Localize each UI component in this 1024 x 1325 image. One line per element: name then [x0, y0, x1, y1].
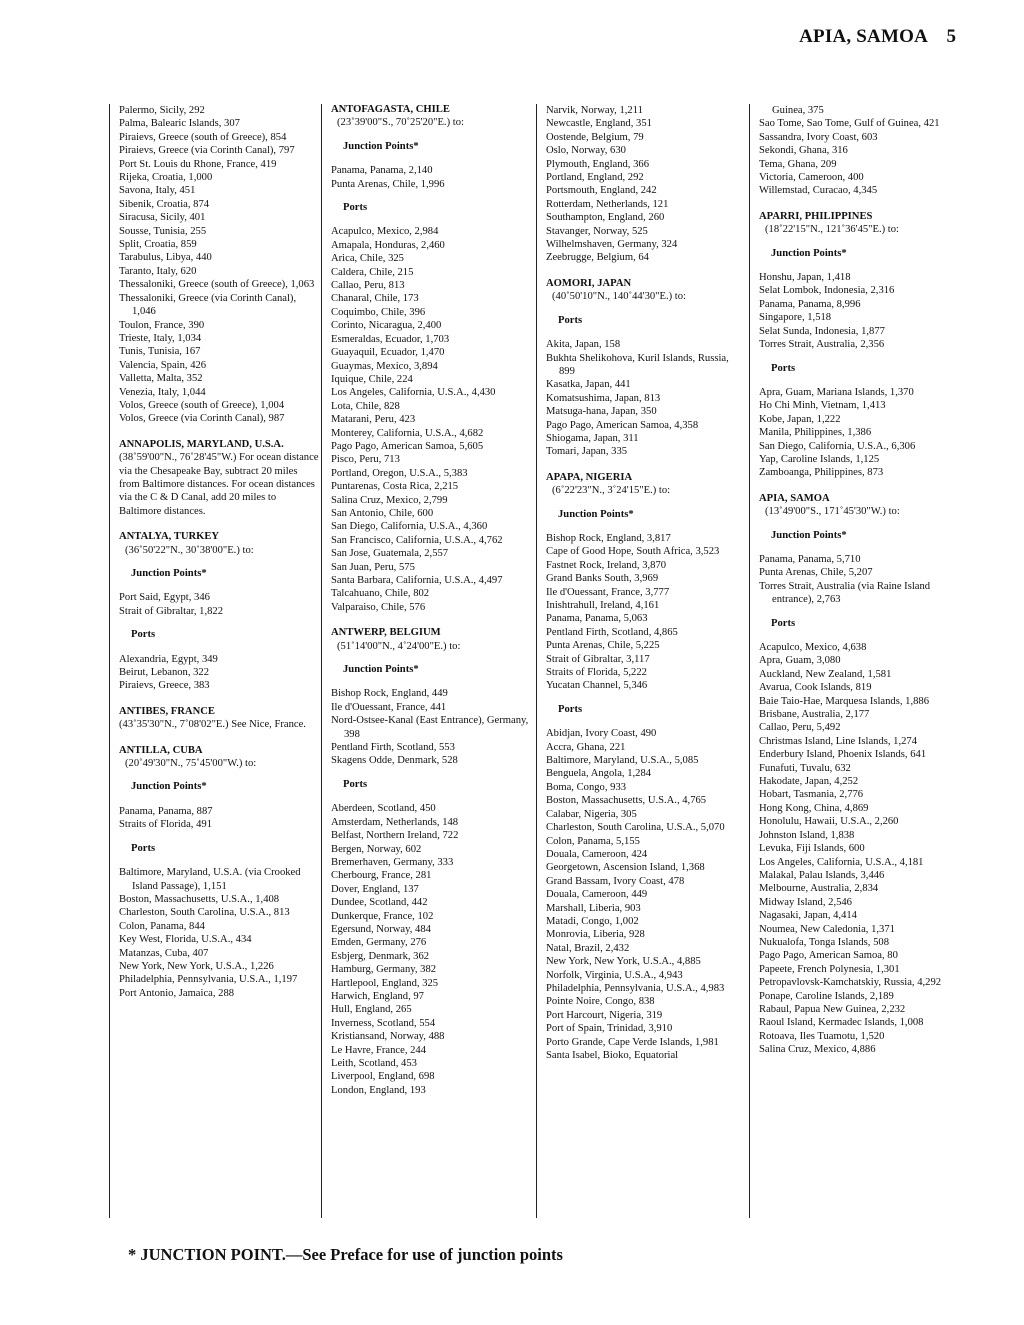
subsection-heading: Ports [771, 362, 796, 374]
port-distance-entry: San Antonio, Chile, 600 [331, 507, 434, 519]
port-distance-entry: Torres Strait, Australia (via Raine Island entrance), 2,763 [759, 580, 931, 606]
port-distance-entry: Panama, Panama, 5,710 [759, 553, 861, 565]
port-distance-entry: Venezia, Italy, 1,044 [119, 386, 206, 398]
port-distance-entry: Leith, Scotland, 453 [331, 1058, 417, 1069]
port-distance-entry: Hong Kong, China, 4,869 [759, 802, 869, 814]
port-coordinates: (23˚39'00"S., 70˚25'20"E.) to: [337, 117, 464, 129]
port-distance-entry: Guaymas, Mexico, 3,894 [331, 360, 438, 372]
port-distance-entry: Port Antonio, Jamaica, 288 [119, 987, 235, 999]
port-distance-entry: Los Angeles, California, U.S.A., 4,181 [759, 856, 924, 868]
port-heading: ANTALYA, TURKEY [119, 531, 220, 543]
port-distance-entry: Split, Croatia, 859 [119, 239, 197, 251]
port-distance-entry: Thessaloniki, Greece (south of Greece), 1,063 [119, 279, 315, 291]
port-distance-entry: Matadi, Congo, 1,002 [546, 915, 639, 927]
port-distance-entry: San Francisco, California, U.S.A., 4,762 [331, 534, 503, 546]
port-distance-entry: Panama, Panama, 2,140 [331, 165, 433, 177]
port-distance-entry: Wilhelmshaven, Germany, 324 [546, 239, 678, 251]
port-distance-entry: Grand Banks South, 3,969 [546, 573, 659, 585]
port-distance-entry: Port Harcourt, Nigeria, 319 [546, 1009, 663, 1021]
port-coordinates: (36˚50'22"N., 30˚38'00"E.) to: [125, 544, 254, 556]
port-coordinates: (40˚50'10"N., 140˚44'30"E.) to: [552, 291, 686, 303]
port-distance-entry: Arica, Chile, 325 [331, 253, 404, 265]
port-distance-entry: Shiogama, Japan, 311 [546, 432, 639, 444]
port-distance-entry: Pago Pago, American Samoa, 80 [759, 950, 898, 962]
port-distance-entry: Liverpool, England, 698 [331, 1071, 435, 1083]
port-distance-entry: Portland, Oregon, U.S.A., 5,383 [331, 467, 468, 479]
port-heading: ANNAPOLIS, MARYLAND, U.S.A. [119, 438, 284, 450]
port-distance-entry: Harwich, England, 97 [331, 990, 424, 1002]
port-distance-entry: Ho Chi Minh, Vietnam, 1,413 [759, 400, 886, 412]
port-distance-entry: Fastnet Rock, Ireland, 3,870 [546, 559, 667, 571]
port-distance-entry: Pisco, Peru, 713 [331, 454, 400, 466]
text-column-1 [109, 104, 319, 1218]
port-distance-entry: San Juan, Peru, 575 [331, 561, 415, 573]
port-distance-entry: Raoul Island, Kermadec Islands, 1,008 [759, 1017, 924, 1029]
port-distance-entry: Acapulco, Mexico, 4,638 [759, 642, 867, 653]
port-distance-entry: Matanzas, Cuba, 407 [119, 947, 209, 959]
port-distance-entry: Rotoava, Iles Tuamotu, 1,520 [759, 1030, 885, 1042]
port-distance-entry: Boston, Massachusetts, U.S.A., 4,765 [546, 795, 707, 807]
port-heading: APARRI, PHILIPPINES [759, 210, 873, 222]
port-distance-entry: Trieste, Italy, 1,034 [119, 332, 202, 344]
port-distance-entry: Hull, England, 265 [331, 1004, 412, 1016]
port-distance-entry: Rabaul, Papua New Guinea, 2,232 [759, 1003, 906, 1015]
port-distance-entry: Matarani, Peru, 423 [331, 414, 416, 426]
port-distance-entry: Port St. Louis du Rhone, France, 419 [119, 158, 277, 170]
port-distance-entry: Amapala, Honduras, 2,460 [331, 239, 445, 251]
port-distance-entry: Manila, Philippines, 1,386 [759, 427, 872, 439]
port-distance-entry: Tarabulus, Libya, 440 [119, 252, 212, 264]
port-distance-entry: Hartlepool, England, 325 [331, 977, 439, 989]
port-distance-entry: Volos, Greece (south of Greece), 1,004 [119, 399, 285, 411]
port-distance-entry: Philadelphia, Pennsylvania, U.S.A., 1,197 [119, 974, 298, 986]
port-distance-entry: Belfast, Northern Ireland, 722 [331, 830, 459, 842]
subsection-heading: Ports [558, 314, 583, 326]
port-distance-entry: Puntarenas, Costa Rica, 2,215 [331, 481, 459, 493]
port-distance-entry: Selat Lombok, Indonesia, 2,316 [759, 285, 895, 297]
port-distance-entry: Inishtrahull, Ireland, 4,161 [546, 600, 660, 611]
port-distance-entry: Enderbury Island, Phoenix Islands, 641 [759, 749, 927, 761]
port-heading: APIA, SAMOA [759, 492, 830, 504]
port-distance-entry: Midway Island, 2,546 [759, 896, 852, 908]
port-distance-entry: Palermo, Sicily, 292 [119, 105, 205, 116]
port-distance-entry: Toulon, France, 390 [119, 319, 205, 331]
port-distance-entry: San Jose, Guatemala, 2,557 [331, 548, 449, 560]
port-distance-entry: Valletta, Malta, 352 [119, 373, 203, 385]
port-distance-entry: Nukualofa, Tonga Islands, 508 [759, 936, 889, 948]
port-distance-entry: Panama, Panama, 887 [119, 805, 213, 817]
text-column-4 [749, 104, 959, 1218]
port-distance-entry: Amsterdam, Netherlands, 148 [331, 816, 459, 828]
port-distance-entry: Pentland Firth, Scotland, 4,865 [546, 626, 678, 638]
port-distance-entry: Marshall, Liberia, 903 [546, 902, 641, 914]
port-heading: AOMORI, JAPAN [546, 277, 632, 289]
port-distance-entry: Bukhta Shelikohova, Kuril Islands, Russia, 899 [546, 352, 729, 377]
port-distance-entry: Port of Spain, Trinidad, 3,910 [546, 1023, 673, 1035]
subsection-heading: Ports [343, 202, 368, 214]
port-distance-entry: Egersund, Norway, 484 [331, 923, 431, 935]
port-distance-entry: Southampton, England, 260 [546, 212, 665, 224]
port-distance-entry: Ponape, Caroline Islands, 2,189 [759, 990, 894, 1002]
port-distance-entry: Valparaiso, Chile, 576 [331, 601, 426, 613]
port-distance-entry: Baltimore, Maryland, U.S.A., 5,085 [546, 755, 699, 767]
port-distance-entry: Selat Sunda, Indonesia, 1,877 [759, 325, 885, 337]
port-distance-entry: Pago Pago, American Samoa, 5,605 [331, 440, 484, 452]
port-distance-entry: Sao Tome, Sao Tome, Gulf of Guinea, 421 [759, 118, 940, 130]
port-distance-entry: Panama, Panama, 5,063 [546, 613, 648, 625]
port-coordinates: (20˚49'30"N., 75˚45'00"W.) to: [125, 758, 257, 770]
port-distance-entry: Honshu, Japan, 1,418 [759, 272, 851, 284]
subsection-heading: Junction Points* [131, 568, 207, 579]
port-distance-entry: Piraievs, Greece (via Corinth Canal), 797 [119, 145, 295, 157]
port-distance-entry: Papeete, French Polynesia, 1,301 [759, 963, 900, 975]
port-distance-entry: Iquique, Chile, 224 [331, 373, 413, 385]
port-distance-entry: Emden, Germany, 276 [331, 937, 427, 949]
port-distance-entry: Benguela, Angola, 1,284 [546, 768, 652, 780]
port-distance-entry: Savona, Italy, 451 [119, 185, 196, 197]
port-distance-entry: Plymouth, England, 366 [546, 158, 649, 170]
port-distance-entry: Singapore, 1,518 [759, 312, 832, 324]
port-distance-entry: Strait of Gibraltar, 1,822 [119, 605, 224, 617]
port-distance-entry: Kasatka, Japan, 441 [546, 379, 631, 391]
port-distance-entry: Hamburg, Germany, 382 [331, 964, 437, 976]
port-distance-entry: New York, New York, U.S.A., 1,226 [119, 960, 274, 972]
port-distance-entry: Palma, Balearic Islands, 307 [119, 118, 240, 130]
port-coordinates: (13˚49'00"S., 171˚45'30"W.) to: [765, 506, 900, 518]
port-distance-entry: Dundee, Scotland, 442 [331, 897, 428, 909]
port-distance-entry: Talcahuano, Chile, 802 [331, 588, 430, 600]
port-distance-entry: Charleston, South Carolina, U.S.A., 5,070 [546, 822, 725, 834]
port-distance-entry: Esmeraldas, Ecuador, 1,703 [331, 333, 450, 345]
port-distance-entry: Straits of Florida, 491 [119, 819, 212, 831]
port-distance-entry: Apra, Guam, 3,080 [759, 655, 841, 667]
port-distance-entry: Pentland Firth, Scotland, 553 [331, 742, 455, 754]
port-distance-entry: Honolulu, Hawaii, U.S.A., 2,260 [759, 816, 899, 828]
subsection-heading: Junction Points* [771, 247, 847, 259]
port-distance-entry: Rijeka, Croatia, 1,000 [119, 172, 213, 184]
port-distance-entry: Taranto, Italy, 620 [119, 265, 197, 277]
port-distance-entry: Port Said, Egypt, 346 [119, 592, 210, 604]
port-distance-entry: Matsuga-hana, Japan, 350 [546, 406, 657, 418]
port-distance-entry: Funafuti, Tuvalu, 632 [759, 762, 851, 774]
port-note: (43˚35'30"N., 7˚08'02"E.) See Nice, France. [119, 719, 306, 731]
port-distance-entry: Noumea, New Caledonia, 1,371 [759, 923, 895, 935]
port-distance-entry: Komatsushima, Japan, 813 [546, 392, 661, 404]
port-distance-entry: Bishop Rock, England, 3,817 [546, 532, 671, 544]
subsection-heading: Ports [131, 629, 156, 641]
port-distance-entry: Punta Arenas, Chile, 1,996 [331, 178, 445, 190]
port-distance-entry: Douala, Cameroon, 449 [546, 889, 648, 901]
port-distance-entry: Panama, Panama, 8,996 [759, 298, 861, 310]
text-column-3 [536, 104, 746, 1218]
port-distance-entry: Salina Cruz, Mexico, 4,886 [759, 1044, 876, 1056]
port-distance-entry: London, England, 193 [331, 1084, 426, 1096]
port-distance-entry: Zamboanga, Philippines, 873 [759, 467, 884, 479]
port-distance-entry: Sousse, Tunisia, 255 [119, 225, 207, 237]
port-distance-entry: Salina Cruz, Mexico, 2,799 [331, 494, 448, 506]
port-distance-entry: Newcastle, England, 351 [546, 118, 652, 130]
port-heading: ANTIBES, FRANCE [119, 705, 215, 717]
port-distance-entry: Los Angeles, California, U.S.A., 4,430 [331, 387, 496, 399]
port-distance-entry: Baie Taio-Hae, Marquesa Islands, 1,886 [759, 695, 929, 707]
port-distance-entry: Levuka, Fiji Islands, 600 [759, 843, 865, 855]
subsection-heading: Junction Points* [558, 508, 634, 520]
port-heading: ANTWERP, BELGIUM [331, 627, 441, 639]
port-distance-entry: Siracusa, Sicily, 401 [119, 212, 206, 224]
port-distance-entry: Douala, Cameroon, 424 [546, 848, 648, 860]
port-distance-entry: Monrovia, Liberia, 928 [546, 929, 645, 941]
port-distance-entry: Oostende, Belgium, 79 [546, 131, 644, 143]
port-distance-entry: Boston, Massachusetts, U.S.A., 1,408 [119, 893, 280, 905]
port-distance-entry: Bergen, Norway, 602 [331, 843, 422, 855]
subsection-heading: Ports [131, 842, 156, 854]
port-distance-entry: Baltimore, Maryland, U.S.A. (via Crooked Island Passage), 1,151 [119, 867, 301, 892]
port-distance-entry: Zeebrugge, Belgium, 64 [546, 252, 649, 264]
port-distance-entry: Cherbourg, France, 281 [331, 870, 432, 882]
port-distance-entry: Punta Arenas, Chile, 5,207 [759, 567, 873, 579]
text-column-2 [321, 104, 531, 1218]
port-distance-entry: Portland, England, 292 [546, 172, 644, 184]
subsection-heading: Junction Points* [771, 529, 847, 541]
port-distance-entry: Natal, Brazil, 2,432 [546, 942, 630, 954]
port-distance-entry: Willemstad, Curacao, 4,345 [759, 185, 878, 197]
port-distance-entry: Monterey, California, U.S.A., 4,682 [331, 427, 484, 439]
port-distance-entry: Petropavlovsk-Kamchatskiy, Russia, 4,292 [759, 977, 942, 989]
page-number: 5 [946, 26, 956, 47]
port-distance-entry: Coquimbo, Chile, 396 [331, 306, 426, 318]
port-distance-entry: Brisbane, Australia, 2,177 [759, 709, 870, 721]
port-coordinates: (51˚14'00"N., 4˚24'00"E.) to: [337, 640, 461, 652]
port-distance-entry: Volos, Greece (via Corinth Canal), 987 [119, 413, 285, 425]
port-distance-entry: Stavanger, Norway, 525 [546, 225, 648, 237]
port-distance-entry: Porto Grande, Cape Verde Islands, 1,981 [546, 1036, 719, 1048]
port-distance-entry: San Diego, California, U.S.A., 4,360 [331, 521, 488, 533]
port-distance-entry: Pointe Noire, Congo, 838 [546, 996, 655, 1008]
junction-point-footnote: * JUNCTION POINT.—See Preface for use of junction points [128, 1245, 563, 1264]
port-distance-entry: Georgetown, Ascension Island, 1,368 [546, 862, 705, 874]
port-distance-entry: Piraievs, Greece (south of Greece), 854 [119, 131, 287, 143]
port-distance-entry: Aberdeen, Scotland, 450 [331, 803, 436, 815]
port-distance-entry: New York, New York, U.S.A., 4,885 [546, 956, 701, 968]
port-distance-entry: Alexandria, Egypt, 349 [119, 653, 218, 665]
port-distance-entry: Callao, Peru, 813 [331, 280, 405, 292]
port-distance-entry: Lota, Chile, 828 [331, 400, 400, 412]
port-heading: APAPA, NIGERIA [546, 471, 633, 483]
port-distance-entry: Acapulco, Mexico, 2,984 [331, 226, 439, 238]
port-distance-entry: Tunis, Tunisia, 167 [119, 346, 201, 358]
port-heading: ANTILLA, CUBA [119, 744, 203, 756]
port-distance-entry: Portsmouth, England, 242 [546, 185, 657, 197]
port-distance-entry: Key West, Florida, U.S.A., 434 [119, 934, 252, 946]
port-distance-entry: Narvik, Norway, 1,211 [546, 105, 643, 116]
port-distance-entry: Calabar, Nigeria, 305 [546, 808, 637, 820]
port-distance-entry: Esbjerg, Denmark, 362 [331, 950, 430, 962]
port-distance-entry: Pago Pago, American Samoa, 4,358 [546, 419, 699, 431]
port-distance-entry: Abidjan, Ivory Coast, 490 [546, 728, 657, 740]
port-distance-entry: Charleston, South Carolina, U.S.A., 813 [119, 907, 290, 919]
port-coordinates: (6˚22'23"N., 3˚24'15"E.) to: [552, 485, 671, 497]
port-distance-entry: Avarua, Cook Islands, 819 [759, 682, 872, 694]
port-distance-entry: Victoria, Cameroon, 400 [759, 172, 864, 184]
port-distance-entry: Strait of Gibraltar, 3,117 [546, 653, 650, 665]
port-distance-entry: Yap, Caroline Islands, 1,125 [759, 453, 880, 465]
port-distance-entry: Philadelphia, Pennsylvania, U.S.A., 4,983 [546, 982, 725, 994]
port-distance-entry: Caldera, Chile, 215 [331, 266, 414, 278]
port-distance-entry: Cape of Good Hope, South Africa, 3,523 [546, 546, 720, 558]
port-distance-entry: Accra, Ghana, 221 [546, 741, 626, 753]
port-distance-entry: Torres Strait, Australia, 2,356 [759, 339, 885, 351]
port-note: (38˚59'00"N., 76˚28'45"W.) For ocean distance via the Chesapeake Bay, subtract 20 miles from Baltimore distances. For ocean distances via the C & D Canal, add 20 miles to Baltimore distances. [119, 452, 319, 517]
port-distance-entry: Valencia, Spain, 426 [119, 359, 207, 371]
port-distance-entry: Santa Barbara, California, U.S.A., 4,497 [331, 575, 503, 586]
port-distance-entry: Callao, Peru, 5,492 [759, 722, 841, 734]
port-distance-entry: Hobart, Tasmania, 2,776 [759, 789, 864, 801]
port-distance-entry: Melbourne, Australia, 2,834 [759, 883, 879, 895]
port-distance-entry: Punta Arenas, Chile, 5,225 [546, 640, 660, 652]
port-distance-entry: Nord-Ostsee-Kanal (East Entrance), Germany, 398 [331, 715, 529, 740]
port-distance-entry: Ile d'Ouessant, France, 441 [331, 701, 447, 713]
port-distance-entry: Chanaral, Chile, 173 [331, 293, 419, 305]
port-distance-entry: Akita, Japan, 158 [546, 339, 621, 351]
port-heading: ANTOFAGASTA, CHILE [331, 104, 450, 115]
subsection-heading: Junction Points* [131, 781, 207, 793]
subsection-heading: Ports [558, 703, 583, 715]
port-distance-entry: Johnston Island, 1,838 [759, 829, 855, 841]
port-distance-entry: Straits of Florida, 5,222 [546, 667, 647, 679]
port-distance-entry: Inverness, Scotland, 554 [331, 1017, 436, 1029]
port-distance-entry: Christmas Island, Line Islands, 1,274 [759, 735, 918, 747]
port-distance-entry-continued: Guinea, 375 [772, 105, 824, 116]
port-distance-entry: Dover, England, 137 [331, 883, 419, 895]
port-distance-entry: Hakodate, Japan, 4,252 [759, 776, 859, 788]
port-distance-entry: Rotterdam, Netherlands, 121 [546, 198, 669, 210]
port-distance-entry: Thessaloniki, Greece (via Corinth Canal), 1,046 [119, 292, 297, 318]
port-distance-entry: San Diego, California, U.S.A., 6,306 [759, 440, 916, 452]
port-distance-entry: Malakal, Palau Islands, 3,446 [759, 869, 885, 881]
port-distance-entry: Santa Isabel, Bioko, Equatorial [546, 1050, 679, 1061]
port-distance-entry: Apra, Guam, Mariana Islands, 1,370 [759, 386, 914, 398]
subsection-heading: Junction Points* [343, 664, 419, 676]
port-distance-entry: Skagens Odde, Denmark, 528 [331, 755, 458, 767]
port-distance-entry: Dunkerque, France, 102 [331, 910, 434, 922]
port-distance-entry: Grand Bassam, Ivory Coast, 478 [546, 875, 685, 887]
port-distance-entry: Bremerhaven, Germany, 333 [331, 856, 454, 868]
port-distance-entry: Kristiansand, Norway, 488 [331, 1031, 445, 1043]
subsection-heading: Junction Points* [343, 140, 419, 152]
port-distance-entry: Tomari, Japan, 335 [546, 446, 628, 458]
port-distance-entry: Corinto, Nicaragua, 2,400 [331, 320, 442, 332]
port-distance-entry: Sibenik, Croatia, 874 [119, 198, 210, 210]
port-distance-entry: Ile d'Ouessant, France, 3,777 [546, 586, 670, 598]
port-distance-entry: Kobe, Japan, 1,222 [759, 413, 841, 425]
port-distance-entry: Sassandra, Ivory Coast, 603 [759, 131, 878, 143]
port-distance-entry: Colon, Panama, 5,155 [546, 835, 640, 847]
port-distance-entry: Le Havre, France, 244 [331, 1044, 427, 1056]
subsection-heading: Ports [771, 617, 796, 629]
port-distance-entry: Yucatan Channel, 5,346 [546, 680, 648, 692]
port-distance-entry: Boma, Congo, 933 [546, 781, 627, 793]
port-distance-entry: Guayaquil, Ecuador, 1,470 [331, 347, 445, 359]
port-distance-entry: Tema, Ghana, 209 [759, 158, 837, 170]
port-distance-entry: Colon, Panama, 844 [119, 920, 205, 932]
port-distance-entry: Beirut, Lebanon, 322 [119, 667, 210, 679]
running-header-title: APIA, SAMOA [799, 26, 928, 47]
port-distance-entry: Norfolk, Virginia, U.S.A., 4,943 [546, 969, 683, 981]
port-distance-entry: Auckland, New Zealand, 1,581 [759, 668, 892, 680]
port-distance-entry: Piraievs, Greece, 383 [119, 680, 210, 692]
port-distance-entry: Bishop Rock, England, 449 [331, 688, 448, 700]
port-coordinates: (18˚22'15"N., 121˚36'45"E.) to: [765, 224, 899, 236]
subsection-heading: Ports [343, 778, 368, 790]
port-distance-entry: Oslo, Norway, 630 [546, 145, 626, 157]
port-distance-entry: Sekondi, Ghana, 316 [759, 145, 848, 157]
port-distance-entry: Nagasaki, Japan, 4,414 [759, 910, 857, 922]
